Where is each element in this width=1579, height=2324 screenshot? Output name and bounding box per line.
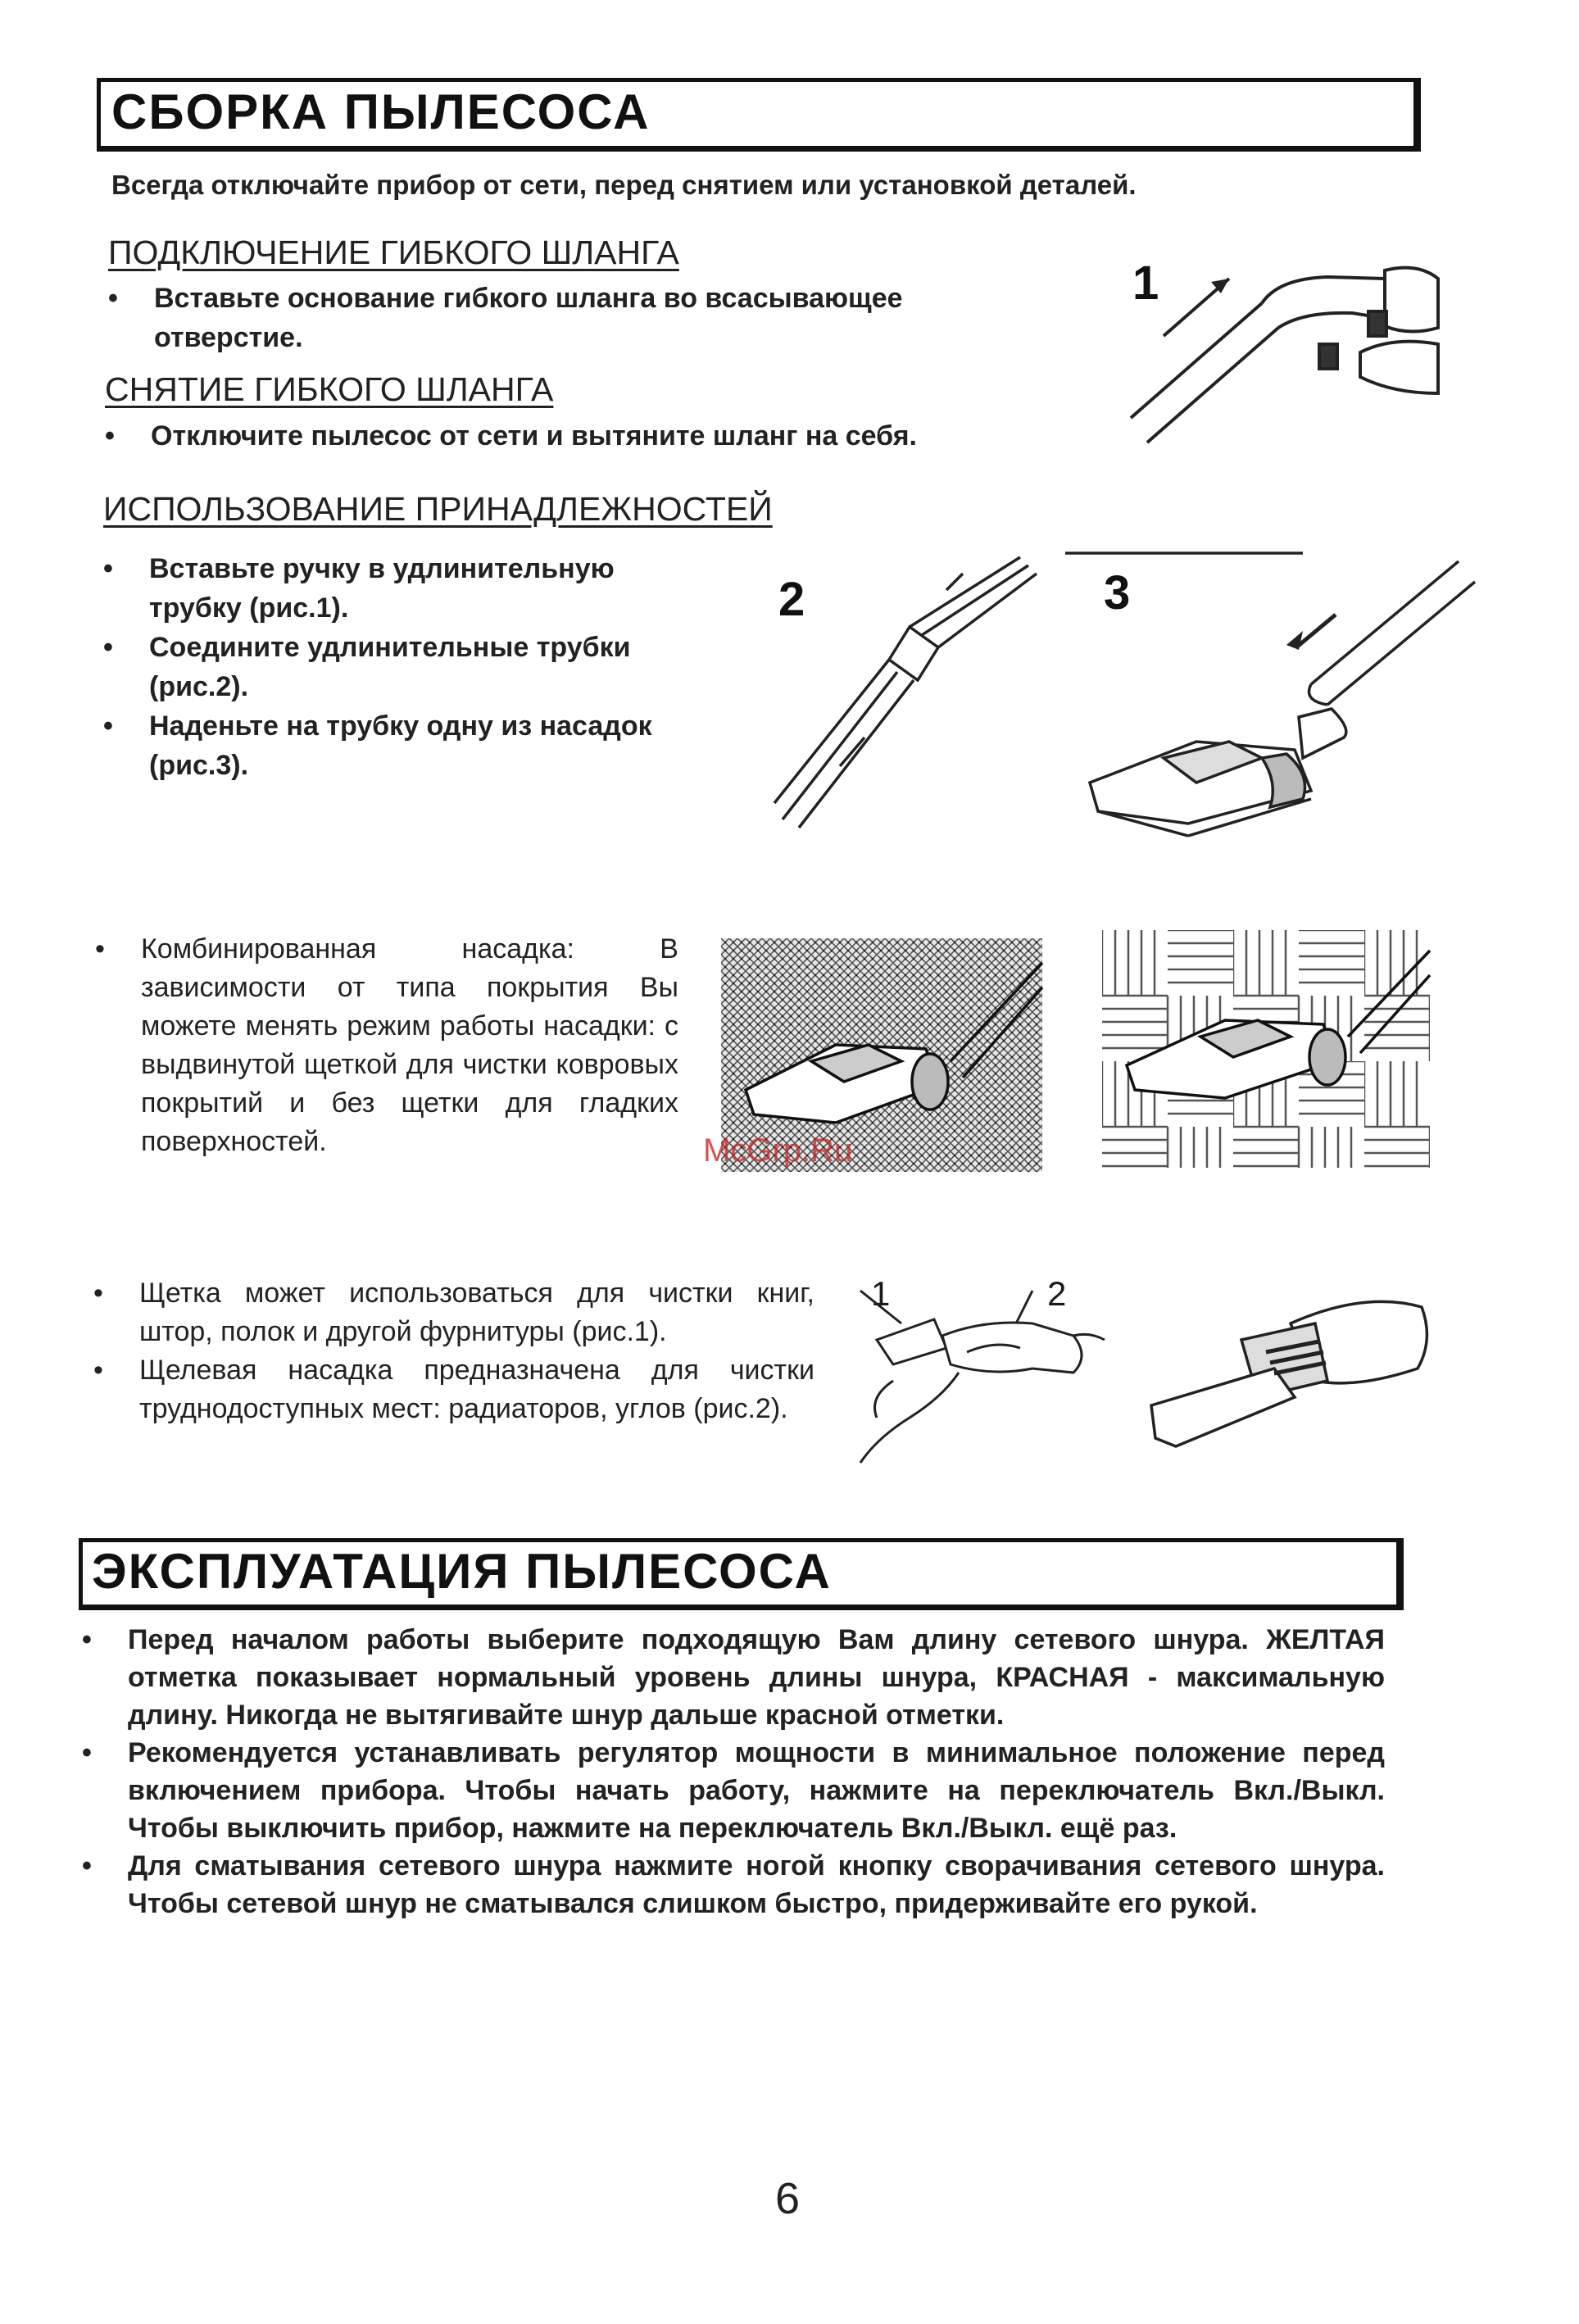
brush-label-2: 2 <box>1047 1274 1067 1313</box>
watermark: McGrp.Ru <box>703 1132 853 1169</box>
hose-insert-illustration <box>1114 254 1442 451</box>
list-item: • Для сматывания сетевого шнура нажмите ногой кнопку сворачивания сетевого шнура. Чтобы сетевой шнур не сматывался слишком быстро, придерживайте его рукой. <box>82 1847 1385 1922</box>
list-item: • Вставьте ручку в удлинительную трубку (рис.1). <box>103 549 710 628</box>
list-item: • Отключите пылесос от сети и вытяните шланг на себя. <box>105 416 1047 456</box>
section2-list <box>82 1621 1385 1922</box>
section1-title: СБОРКА ПЫЛЕСОСА <box>111 84 651 139</box>
list-item: • Соедините удлинительные трубки (рис.2). <box>103 628 710 706</box>
accessories-heading: ИСПОЛЬЗОВАНИЕ ПРИНАДЛЕЖНОСТЕЙ <box>103 490 773 528</box>
hose-remove-heading: СНЯТИЕ ГИБКОГО ШЛАНГА <box>105 370 554 408</box>
tubes-connect-illustration <box>774 557 1037 828</box>
list-item: • Щетка может использоваться для чистки книг, штор, полок и другой фурнитуры (рис.1). <box>93 1274 814 1351</box>
combo-nozzle-text-wrap <box>95 930 678 1161</box>
figure-3-number: 3 <box>1104 566 1131 620</box>
list-item: • Перед началом работы выберите подходящую Вам длину сетевого шнура. ЖЕЛТАЯ отметка показывает нормальный уровень длины шнура, КРАСНАЯ - максимальную длину. Никогда не вытягивайте шнур дальше красной отметки. <box>82 1621 1385 1734</box>
section1-intro: Всегда отключайте прибор от сети, перед снятием или установкой деталей. <box>111 170 1137 200</box>
bullet-dot: • <box>95 933 105 965</box>
accessories-list <box>103 549 710 785</box>
nozzle-attach-illustration <box>1065 553 1475 848</box>
hose-connect-heading: ПОДКЛЮЧЕНИЕ ГИБКОГО ШЛАНГА <box>108 234 679 271</box>
brush-label-1: 1 <box>871 1274 891 1313</box>
brush-crevice-list <box>93 1274 814 1428</box>
hose-remove-list <box>105 416 1047 456</box>
list-item: • Рекомендуется устанавливать регулятор мощности в минимальное положение перед включением прибора. Чтобы начать работу, нажмите на переключатель Вкл./Выкл. Чтобы выключить прибор, нажмите на переключатель Вкл./Выкл. ещё раз. <box>82 1734 1385 1847</box>
list-item: • Вставьте основание гибкого шланга во всасывающее отверстие. <box>108 279 993 357</box>
list-item: • Наденьте на трубку одну из насадок (рис.3). <box>103 706 710 785</box>
page-number: 6 <box>775 2174 801 2223</box>
figure-2-number: 2 <box>778 573 805 626</box>
hose-connect-list <box>108 279 993 357</box>
section2-title: ЭКСПЛУАТАЦИЯ ПЫЛЕСОСА <box>92 1544 832 1599</box>
crevice-brush-illustration <box>1151 1291 1434 1455</box>
parquet-nozzle-illustration <box>1102 930 1430 1168</box>
brush-hand-illustration <box>844 1274 1114 1463</box>
figure-1-number: 1 <box>1132 256 1159 310</box>
combo-nozzle-text: Комбинированная насадка: В зависимости от типа покрытия Вы можете менять режим работы насадки: с выдвинутой щеткой для чистки ковровых покрытий и без щетки для гладких поверхностей. <box>141 933 678 1157</box>
list-item: • Щелевая насадка предназначена для чистки труднодоступных мест: радиаторов, углов (рис.2). <box>93 1351 814 1428</box>
